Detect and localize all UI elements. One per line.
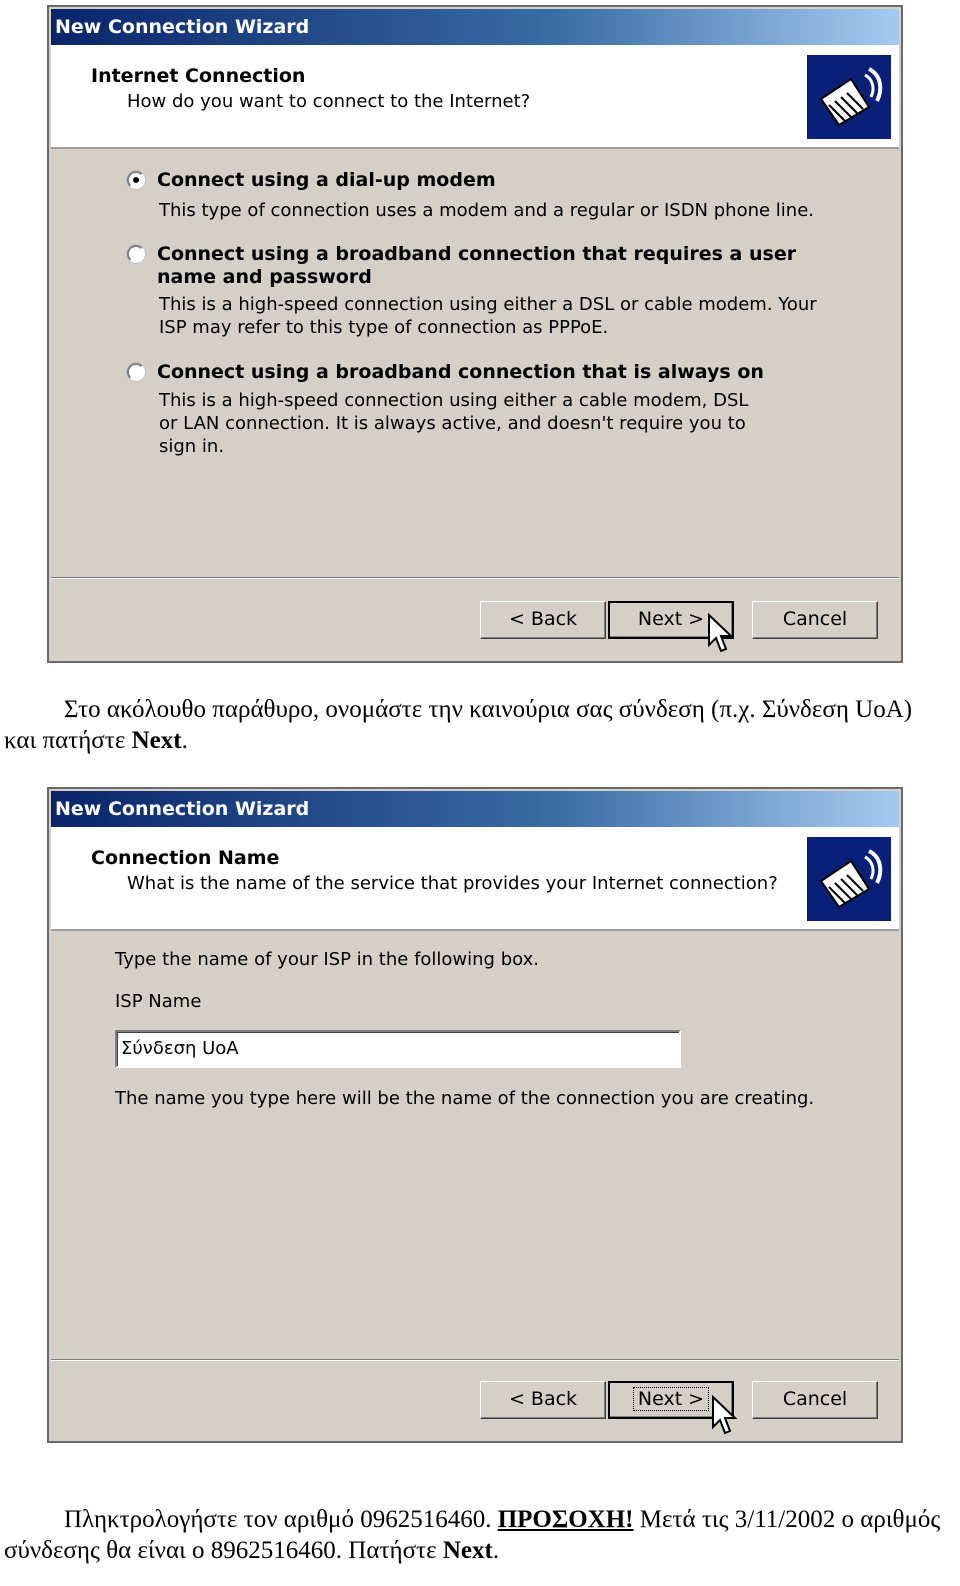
footer-divider: [51, 1359, 899, 1361]
note-text: The name you type here will be the name of the connection you are creating.: [115, 1088, 815, 1109]
back-button[interactable]: < Back: [480, 601, 606, 639]
isp-name-label: ISP Name: [115, 991, 202, 1012]
network-connector-icon: [807, 55, 891, 139]
wizard-screenshot-connection-name: [47, 787, 903, 1443]
instruction-paragraph-2: [4, 1504, 944, 1566]
footer-divider: [51, 577, 899, 579]
radio-button[interactable]: [127, 245, 145, 263]
radio-button-selected[interactable]: [127, 171, 145, 189]
paragraph-end: .: [181, 727, 188, 754]
wizard-header: [51, 45, 899, 149]
wizard-screenshot-internet-connection: [47, 5, 903, 663]
option-label: Connect using a dial-up modem: [157, 169, 496, 191]
option-description: This is a high-speed connection using either a cable modem, DSL or LAN connection. It is always active, and doesn't require you to sign in.: [159, 390, 749, 457]
option-description: This is a high-speed connection using either a DSL or cable modem. Your ISP may refer to this type of connection as PPPoE.: [159, 294, 817, 338]
window-title: New Connection Wizard: [51, 9, 899, 45]
header-title: Internet Connection: [91, 65, 306, 87]
option-description: This type of connection uses a modem and a regular or ISDN phone line.: [159, 200, 814, 221]
wizard-header: [51, 827, 899, 931]
paragraph-end: .: [492, 1537, 500, 1564]
option-label: Connect using a broadband connection that requires a user name and password: [157, 243, 797, 288]
header-subtitle: What is the name of the service that provides your Internet connection?: [127, 873, 778, 894]
header-subtitle: How do you want to connect to the Internet?: [127, 91, 531, 112]
option-label: Connect using a broadband connection that is always on: [157, 361, 764, 383]
isp-name-input[interactable]: Σύνδεση UoA: [115, 1030, 681, 1068]
next-button[interactable]: Next >: [608, 601, 734, 639]
cancel-button[interactable]: Cancel: [752, 601, 878, 639]
window-title: New Connection Wizard: [51, 791, 899, 827]
paragraph-text: Στο ακόλουθο παράθυρο, ονομάστε την καινούρια σας σύνδεση (π.χ. Σύνδεση UoA) και πατήστε: [4, 696, 913, 754]
network-connector-icon: [807, 837, 891, 921]
next-button[interactable]: [608, 1381, 734, 1419]
instruction-paragraph-1: [4, 694, 944, 756]
radio-button[interactable]: [127, 363, 145, 381]
next-emphasis: Next: [131, 727, 182, 754]
instruction-text: Type the name of your ISP in the following box.: [115, 949, 539, 970]
next-button-label: Next >: [634, 1388, 708, 1410]
back-button[interactable]: < Back: [480, 1381, 606, 1419]
cancel-button[interactable]: Cancel: [752, 1381, 878, 1419]
next-emphasis: Next: [442, 1537, 493, 1564]
warning-label: ΠΡΟΣΟΧΗ!: [497, 1506, 634, 1533]
header-title: Connection Name: [91, 847, 280, 869]
paragraph-text-mid: Μετά τις 3/11/2002 ο αριθμός σύνδεσης θα είναι ο 8962516460. Πατήστε: [4, 1506, 941, 1564]
paragraph-text-start: Πληκτρολογήστε τον αριθμό 0962516460.: [64, 1506, 492, 1533]
